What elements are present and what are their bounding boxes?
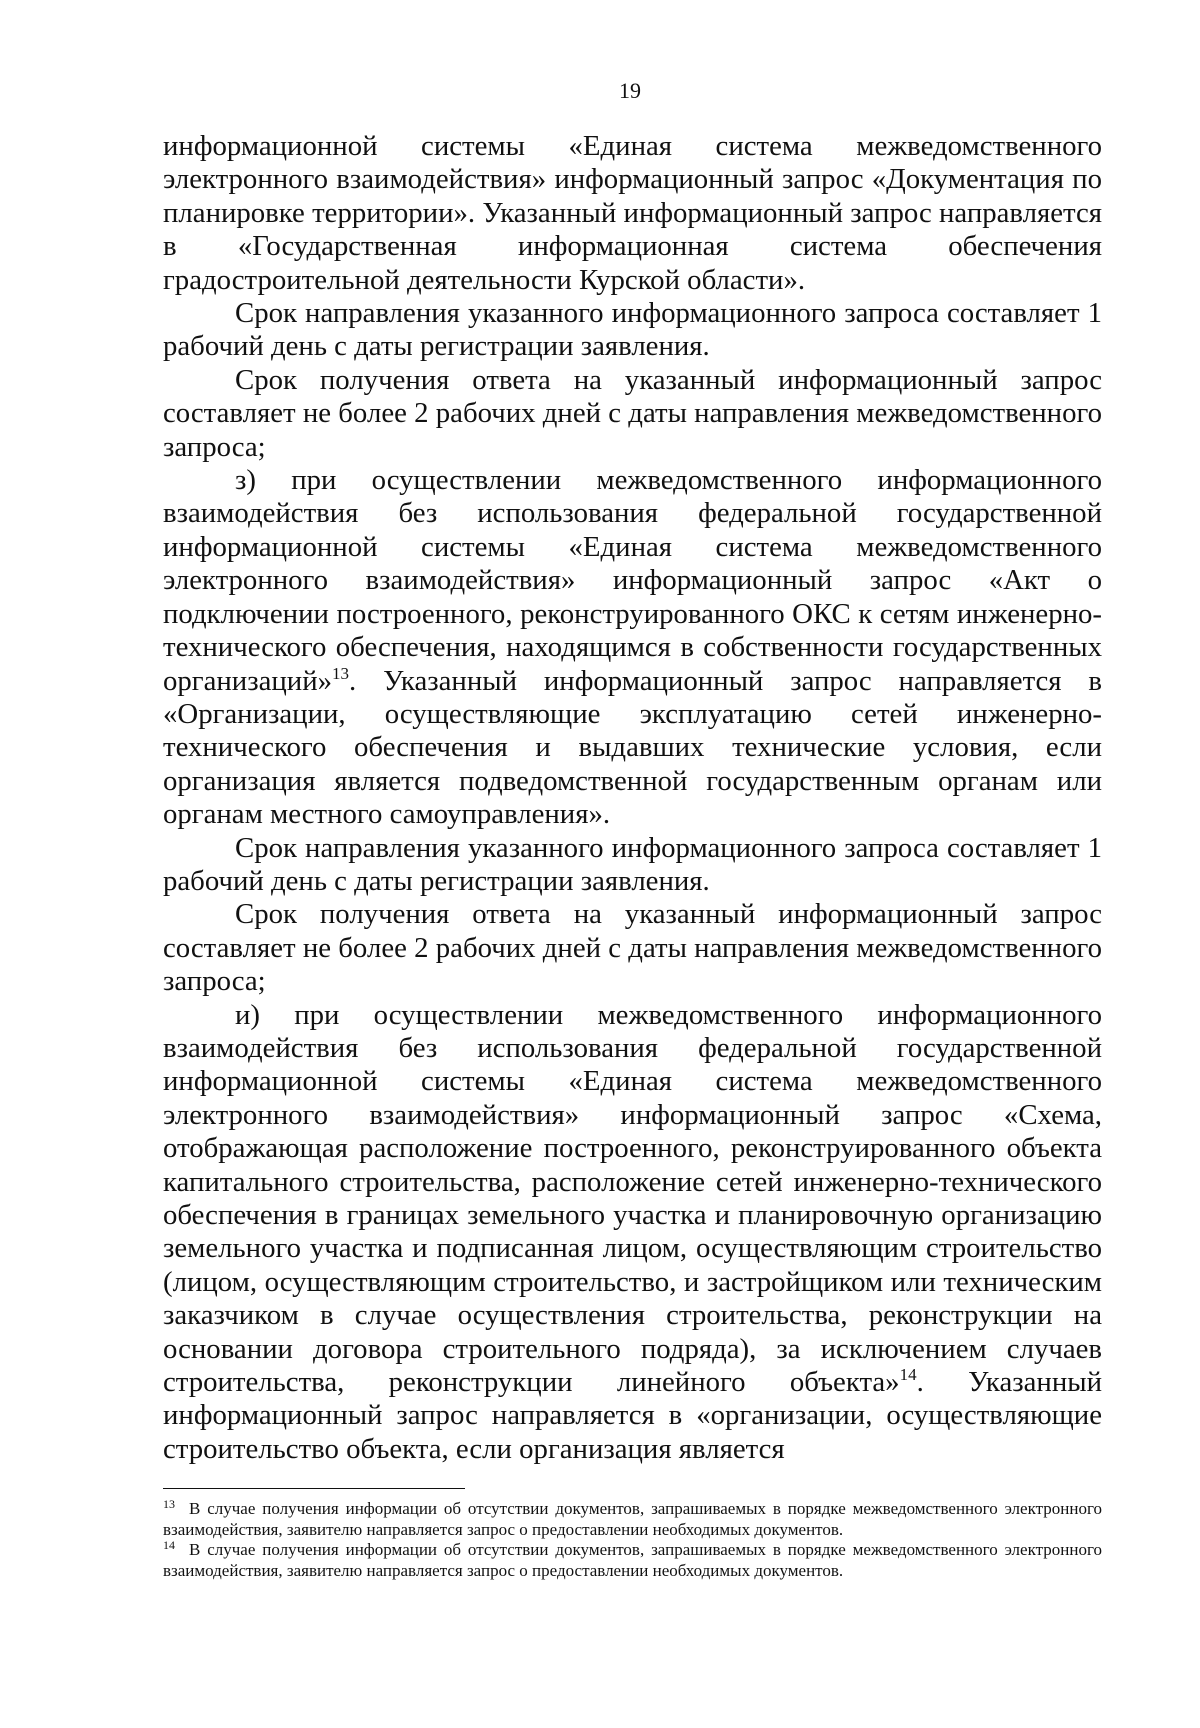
paragraph-item-i-tail: . Указанный информационный запрос направляется в «организации, осуществляющие строительство объекта, если организация является xyxy=(163,1366,1102,1465)
paragraph-request-deadline: Срок направления указанного информационного запроса составляет 1 рабочий день с даты регистрации заявления. xyxy=(163,297,1102,363)
paragraph-item-i-text: и) при осуществлении межведомственного информационного взаимодействия без использования федеральной государственной информационной системы «Единая система межведомственного электронного взаимодействия» информационный запрос «Схема, отображающая расположение построенного, реконструированного объекта капитального строительства, расположение сетей инженерно-технического обеспечения в границах земельного участка и планировочную организацию земельного участка и подписанная лицом, осуществляющим строительство (лицом, осуществляющим строительство, и застройщиком или техническим заказчиком в случае осуществления строительства, реконструкции на основании договора строительного подряда), за исключением случаев строительства, реконструкции линейного объекта» xyxy=(163,998,1102,1399)
paragraph-request-deadline-2: Срок направления указанного информационного запроса составляет 1 рабочий день с даты регистрации заявления. xyxy=(163,831,1102,897)
footnote-13 xyxy=(163,1499,1102,1540)
footnote-14-mark: 14 xyxy=(163,1538,175,1553)
paragraph-response-deadline-2: Срок получения ответа на указанный информационный запрос составляет не более 2 рабочих дней с даты направления межведомственного запроса; xyxy=(163,898,1102,998)
footnotes xyxy=(163,1499,1102,1581)
page-number: 19 xyxy=(619,78,641,103)
footnote-divider xyxy=(163,1488,465,1489)
footnote-ref-13[interactable]: 13 xyxy=(332,663,349,683)
paragraph-continuation: информационной системы «Единая система межведомственного электронного взаимодействия» информационный запрос «Документация по планировке территории». Указанный информационный запрос направляется в «Государственная информационная система обеспечения градостроительной деятельности Курской области». xyxy=(163,130,1102,296)
footnote-13-text: В случае получения информации об отсутствии документов, запрашиваемых в порядке межведомственного электронного взаимодействия, заявителю направляется запрос о предоставлении необходимых документов. xyxy=(163,1499,1102,1539)
paragraph-response-deadline: Срок получения ответа на указанный информационный запрос составляет не более 2 рабочих дней с даты направления межведомственного запроса; xyxy=(163,363,1102,463)
paragraph-item-z-tail: . Указанный информационный запрос направляется в «Организации, осуществляющие эксплуатацию сетей инженерно-технического обеспечения и выдавших технические условия, если организация является подведомственной государственным органам или органам местного самоуправления». xyxy=(163,664,1102,831)
document-body xyxy=(163,130,1102,1466)
paragraph-item-i xyxy=(163,999,1102,1467)
footnote-14-text: В случае получения информации об отсутствии документов, запрашиваемых в порядке межведомственного электронного взаимодействия, заявителю направляется запрос о предоставлении необходимых документов. xyxy=(163,1540,1102,1580)
footnote-ref-14[interactable]: 14 xyxy=(899,1365,917,1385)
footnote-13-mark: 13 xyxy=(163,1497,175,1511)
footnote-14 xyxy=(163,1540,1102,1581)
paragraph-item-z xyxy=(163,464,1102,831)
paragraph-item-z-text: з) при осуществлении межведомственного информационного взаимодействия без использования федеральной государственной информационной системы «Единая система межведомственного электронного взаимодействия» информационный запрос «Акт о подключении построенного, реконструированного ОКС к сетям инженерно-технического обеспечения, находящимся в собственности государственных организаций» xyxy=(163,464,1102,697)
